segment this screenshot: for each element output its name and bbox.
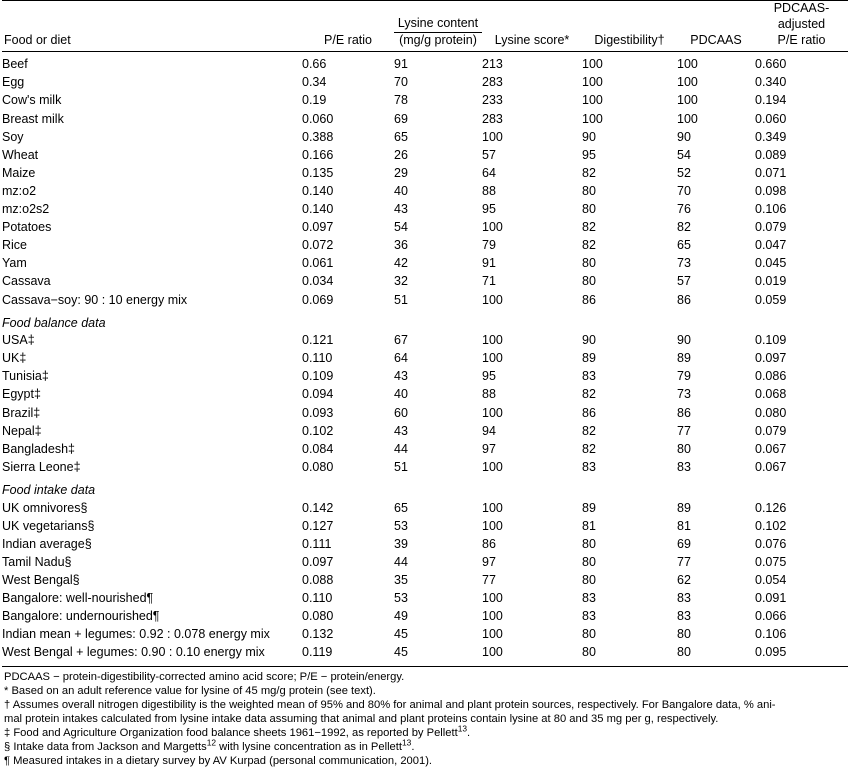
row-digestibility: 80: [582, 202, 596, 217]
row-pdcaas: 80: [677, 441, 691, 456]
table-row: [2, 458, 848, 476]
row-food-name: UK omnivores§: [2, 500, 88, 515]
row-pe-ratio: 0.110: [302, 351, 333, 366]
row-digestibility: 80: [582, 256, 596, 271]
row-digestibility: 82: [582, 220, 596, 235]
table-row: [2, 91, 848, 109]
header-pdcaas-adjusted: PDCAAS-adjusted: [755, 1, 848, 33]
footnote: § Intake data from Jackson and Margetts$^{12}$ with lysine concentration as in Pellett$^{13}$.: [4, 737, 415, 753]
row-digestibility: 80: [582, 183, 596, 198]
row-food-name: Sierra Leone‡: [2, 459, 81, 474]
row-pdcaas: 80: [677, 645, 691, 660]
row-food-name: Tunisia‡: [2, 369, 49, 384]
row-food-name: mz:o2s2: [2, 202, 50, 217]
row-food-name: Bangladesh‡: [2, 441, 75, 456]
row-digestibility: 83: [582, 591, 596, 605]
row-pdcaas: 69: [677, 536, 691, 551]
header-lysine-score: Lysine score*: [494, 32, 570, 47]
row-digestibility: 81: [582, 518, 596, 533]
row-pdcaas: 76: [677, 202, 691, 217]
row-food-name: West Bengal + legumes: 0.90 : 0.10 energy mix: [2, 645, 265, 660]
row-pdcaas: 73: [677, 387, 691, 402]
row-pdcaas: 52: [677, 165, 691, 180]
row-food-name: Wheat: [2, 147, 39, 162]
row-digestibility: 80: [582, 554, 596, 569]
header-pdcaas-adj-sub: P/E ratio: [777, 32, 826, 47]
row-pe-ratio: 0.140: [302, 183, 334, 198]
row-pe-ratio: 0.119: [302, 645, 333, 660]
row-pe-ratio: 0.66: [302, 57, 327, 72]
row-pe-ratio: 0.080: [302, 459, 334, 474]
row-lysine-score: 100: [482, 609, 503, 624]
row-lysine-content: 40: [394, 387, 408, 402]
header-pdcaas: PDCAAS: [690, 32, 742, 47]
row-digestibility: 80: [582, 645, 596, 660]
nutrition-table: [2, 0, 848, 667]
header-food: Food or diet: [4, 32, 71, 47]
row-lysine-score: 95: [482, 369, 496, 384]
row-lysine-score: 86: [482, 536, 496, 551]
row-pdcaas: 82: [677, 220, 691, 235]
footnote: † Assumes overall nitrogen digestibility is the weighted mean of 95% and 80% for animal and plant protein sources, respectively. For Bangalore data, % ani-: [4, 699, 776, 712]
row-pdcaas: 79: [677, 369, 691, 384]
row-food-name: Indian average§: [2, 536, 92, 551]
header-pe-ratio: P/E ratio: [324, 32, 372, 47]
row-food-name: Nepal‡: [2, 423, 42, 438]
footnote: ‡ Food and Agriculture Organization food balance sheets 1961−1992, as reported by Pellett$^{13}$.: [4, 723, 471, 739]
row-lysine-score: 100: [482, 220, 503, 235]
table-row: [2, 164, 848, 182]
row-lysine-content: 70: [394, 75, 408, 90]
table-row: [2, 146, 848, 164]
row-lysine-content: 53: [394, 518, 408, 533]
footnote: ¶ Measured intakes in a dietary survey by AV Kurpad (personal communication, 2001).: [4, 754, 433, 767]
row-pe-ratio: 0.094: [302, 387, 334, 402]
row-lysine-content: 36: [394, 238, 408, 253]
row-food-name: UK vegetarians§: [2, 518, 95, 533]
row-lysine-content: 45: [394, 645, 408, 660]
row-pdcaas-adjusted: 0.067: [755, 441, 787, 456]
row-lysine-score: 100: [482, 405, 503, 420]
row-pe-ratio: 0.102: [302, 423, 334, 438]
row-pdcaas-adjusted: 0.091: [755, 591, 787, 605]
row-digestibility: 100: [582, 111, 603, 126]
row-lysine-score: 95: [482, 202, 496, 217]
row-lysine-score: 57: [482, 147, 496, 162]
table-row: [2, 571, 848, 589]
row-pdcaas: 100: [677, 111, 698, 126]
table-row: [2, 200, 848, 218]
row-lysine-content: 67: [394, 333, 408, 348]
row-lysine-content: 60: [394, 405, 408, 420]
row-pdcaas-adjusted: 0.047: [755, 238, 787, 253]
row-pdcaas: 86: [677, 405, 691, 420]
row-pdcaas-adjusted: 0.075: [755, 554, 787, 569]
row-pdcaas-adjusted: 0.059: [755, 292, 787, 307]
row-pe-ratio: 0.069: [302, 292, 334, 307]
row-lysine-content: 26: [394, 147, 408, 162]
row-food-name: Cassava−soy: 90 : 10 energy mix: [2, 292, 188, 307]
row-pe-ratio: 0.093: [302, 405, 334, 420]
row-pe-ratio: 0.097: [302, 554, 334, 569]
row-lysine-score: 283: [482, 75, 503, 90]
row-lysine-content: 29: [394, 165, 408, 180]
row-pe-ratio: 0.19: [302, 93, 327, 108]
row-lysine-score: 100: [482, 459, 503, 474]
row-lysine-score: 100: [482, 292, 503, 307]
row-food-name: Indian mean + legumes: 0.92 : 0.078 energy mix: [2, 627, 270, 642]
row-lysine-content: 91: [394, 57, 408, 72]
row-pdcaas-adjusted: 0.079: [755, 423, 787, 438]
row-pdcaas: 81: [677, 518, 691, 533]
row-pdcaas-adjusted: 0.060: [755, 111, 787, 126]
row-pdcaas-adjusted: 0.089: [755, 147, 787, 162]
row-pe-ratio: 0.166: [302, 147, 334, 162]
row-food-name: Bangalore: undernourished¶: [2, 609, 160, 624]
row-pdcaas: 83: [677, 609, 691, 624]
row-pdcaas: 100: [677, 75, 698, 90]
row-pdcaas: 57: [677, 274, 691, 289]
row-pdcaas-adjusted: 0.079: [755, 220, 787, 235]
row-pdcaas-adjusted: 0.098: [755, 183, 787, 198]
row-pdcaas: 70: [677, 183, 691, 198]
row-pe-ratio: 0.084: [302, 441, 334, 456]
table-row: [2, 73, 848, 91]
row-pdcaas-adjusted: 0.067: [755, 459, 787, 474]
row-lysine-score: 100: [482, 627, 503, 642]
row-pe-ratio: 0.060: [302, 111, 334, 126]
row-digestibility: 80: [582, 536, 596, 551]
table-row: [2, 254, 848, 272]
row-pe-ratio: 0.061: [302, 256, 334, 271]
row-lysine-score: 94: [482, 423, 496, 438]
table-row: [2, 291, 848, 309]
row-pdcaas: 73: [677, 256, 691, 271]
row-lysine-content: 32: [394, 274, 408, 289]
row-food-name: Egypt‡: [2, 387, 41, 402]
row-pdcaas-adjusted: 0.080: [755, 405, 787, 420]
row-pdcaas: 83: [677, 459, 691, 474]
table-row: [2, 236, 848, 254]
row-food-name: USA‡: [2, 333, 35, 348]
row-digestibility: 82: [582, 423, 596, 438]
row-pdcaas-adjusted: 0.126: [755, 500, 787, 515]
row-lysine-score: 100: [482, 518, 503, 533]
row-pdcaas-adjusted: 0.102: [755, 518, 787, 533]
row-lysine-content: 43: [394, 423, 408, 438]
table-row: [2, 385, 848, 403]
row-pdcaas: 77: [677, 554, 691, 569]
row-pdcaas: 100: [677, 57, 698, 72]
row-digestibility: 95: [582, 147, 596, 162]
table-row: [2, 331, 848, 349]
row-pe-ratio: 0.080: [302, 609, 334, 624]
row-digestibility: 100: [582, 57, 603, 72]
row-pdcaas-adjusted: 0.109: [755, 333, 787, 348]
row-food-name: Brazil‡: [2, 405, 41, 420]
table-row: [2, 52, 848, 74]
row-lysine-score: 79: [482, 238, 496, 253]
row-pdcaas-adjusted: 0.071: [755, 165, 787, 180]
row-food-name: Cow's milk: [2, 93, 62, 108]
row-food-name: Rice: [2, 238, 28, 253]
row-pe-ratio: 0.132: [302, 627, 334, 642]
row-pdcaas-adjusted: 0.045: [755, 256, 787, 271]
row-digestibility: 86: [582, 405, 596, 420]
row-pdcaas: 90: [677, 129, 691, 144]
row-lysine-content: 51: [394, 459, 408, 474]
row-pdcaas: 89: [677, 351, 691, 366]
table-row: [2, 182, 848, 200]
row-lysine-score: 64: [482, 165, 496, 180]
row-pdcaas-adjusted: 0.066: [755, 609, 787, 624]
row-pdcaas-adjusted: 0.076: [755, 536, 787, 551]
header-span-row: [2, 1, 848, 33]
table-row: [2, 517, 848, 535]
row-food-name: Yam: [2, 256, 27, 271]
row-lysine-content: 65: [394, 500, 408, 515]
row-pe-ratio: 0.088: [302, 572, 334, 587]
table-row: [2, 404, 848, 422]
row-food-name: Beef: [2, 57, 28, 72]
table-body: [2, 52, 848, 662]
row-digestibility: 82: [582, 441, 596, 456]
table-row: [2, 218, 848, 236]
footnote: * Based on an adult reference value for lysine of 45 mg/g protein (see text).: [4, 685, 376, 698]
table-row: [2, 272, 848, 290]
row-pe-ratio: 0.34: [302, 75, 327, 90]
row-digestibility: 83: [582, 369, 596, 384]
row-digestibility: 90: [582, 333, 596, 348]
row-pdcaas-adjusted: 0.095: [755, 645, 787, 660]
row-food-name: mz:o2: [2, 183, 37, 198]
row-lysine-content: 69: [394, 111, 408, 126]
row-lysine-content: 45: [394, 627, 408, 642]
row-pdcaas: 65: [677, 238, 691, 253]
row-lysine-score: 100: [482, 500, 503, 515]
row-pe-ratio: 0.072: [302, 238, 334, 253]
row-lysine-content: 44: [394, 441, 408, 456]
section-heading-row: [2, 476, 848, 499]
row-lysine-score: 88: [482, 183, 496, 198]
row-pe-ratio: 0.111: [302, 536, 332, 551]
row-digestibility: 100: [582, 93, 603, 108]
row-pdcaas: 90: [677, 333, 691, 348]
table-row: [2, 589, 848, 607]
row-lysine-content: 65: [394, 129, 408, 144]
row-digestibility: 83: [582, 459, 596, 474]
row-lysine-content: 49: [394, 609, 408, 624]
row-pe-ratio: 0.109: [302, 369, 334, 384]
row-lysine-content: 44: [394, 554, 408, 569]
table-row: [2, 440, 848, 458]
table-row: [2, 422, 848, 440]
row-pdcaas: 83: [677, 591, 691, 605]
table-row: [2, 553, 848, 571]
row-lysine-score: 97: [482, 554, 496, 569]
row-pe-ratio: 0.110: [302, 591, 333, 605]
row-food-name: Cassava: [2, 274, 51, 289]
row-pdcaas-adjusted: 0.106: [755, 627, 787, 642]
table-footer-rule: [2, 661, 848, 667]
row-digestibility: 90: [582, 129, 596, 144]
row-food-name: Breast milk: [2, 111, 64, 126]
row-pdcaas-adjusted: 0.097: [755, 351, 787, 366]
row-food-name: West Bengal§: [2, 572, 80, 587]
row-lysine-score: 100: [482, 333, 503, 348]
row-digestibility: 89: [582, 500, 596, 515]
row-pe-ratio: 0.097: [302, 220, 334, 235]
row-pdcaas: 100: [677, 93, 698, 108]
section-heading: Food intake data: [2, 482, 96, 497]
footnotes: [2, 671, 848, 768]
row-pe-ratio: 0.388: [302, 129, 334, 144]
table-row: [2, 128, 848, 146]
row-lysine-score: 100: [482, 591, 503, 605]
row-lysine-content: 64: [394, 351, 408, 366]
row-pdcaas-adjusted: 0.019: [755, 274, 787, 289]
row-lysine-score: 213: [482, 57, 503, 72]
row-food-name: Bangalore: well-nourished¶: [2, 591, 154, 605]
row-lysine-content: 35: [394, 572, 408, 587]
table-row: [2, 349, 848, 367]
row-pdcaas-adjusted: 0.340: [755, 75, 787, 90]
table-row: [2, 607, 848, 625]
row-lysine-score: 77: [482, 572, 496, 587]
row-pdcaas: 54: [677, 147, 691, 162]
row-lysine-score: 100: [482, 129, 503, 144]
row-lysine-score: 88: [482, 387, 496, 402]
table-row: [2, 625, 848, 643]
row-lysine-content: 42: [394, 256, 408, 271]
row-pdcaas-adjusted: 0.106: [755, 202, 787, 217]
row-pdcaas: 62: [677, 572, 691, 587]
row-digestibility: 83: [582, 609, 596, 624]
section-heading: Food balance data: [2, 315, 106, 330]
row-digestibility: 80: [582, 627, 596, 642]
row-food-name: Tamil Nadu§: [2, 554, 72, 569]
table-header: [2, 1, 848, 52]
row-lysine-score: 100: [482, 645, 503, 660]
header-lysine-content: Lysine content: [394, 1, 482, 33]
row-pdcaas: 77: [677, 423, 691, 438]
row-food-name: Potatoes: [2, 220, 52, 235]
row-digestibility: 100: [582, 75, 603, 90]
row-lysine-score: 100: [482, 351, 503, 366]
row-pe-ratio: 0.121: [302, 333, 334, 348]
row-lysine-score: 97: [482, 441, 496, 456]
row-lysine-content: 39: [394, 536, 408, 551]
row-lysine-content: 54: [394, 220, 408, 235]
footnote: mal protein intakes calculated from lysine intake data assuming that animal and plant proteins contain lysine at 80 and 35 mg per g, respectively.: [4, 713, 719, 726]
row-digestibility: 82: [582, 238, 596, 253]
row-pdcaas-adjusted: 0.349: [755, 129, 787, 144]
row-pdcaas-adjusted: 0.086: [755, 369, 787, 384]
row-pdcaas-adjusted: 0.054: [755, 572, 787, 587]
row-pdcaas: 80: [677, 627, 691, 642]
row-lysine-content: 43: [394, 202, 408, 217]
row-lysine-score: 283: [482, 111, 503, 126]
row-food-name: Maize: [2, 165, 36, 180]
row-pe-ratio: 0.127: [302, 518, 334, 533]
row-lysine-content: 53: [394, 591, 408, 605]
row-lysine-content: 51: [394, 292, 408, 307]
row-digestibility: 80: [582, 572, 596, 587]
table-row: [2, 499, 848, 517]
row-digestibility: 80: [582, 274, 596, 289]
header-lysine-units: (mg/g protein): [399, 32, 477, 47]
footnote: PDCAAS − protein-digestibility-corrected amino acid score; P/E − protein/energy.: [4, 671, 405, 684]
row-pdcaas-adjusted: 0.068: [755, 387, 787, 402]
table-row: [2, 535, 848, 553]
row-pdcaas: 86: [677, 292, 691, 307]
row-lysine-content: 40: [394, 183, 408, 198]
row-pe-ratio: 0.142: [302, 500, 334, 515]
row-pe-ratio: 0.140: [302, 202, 334, 217]
row-lysine-score: 233: [482, 93, 503, 108]
table-row: [2, 110, 848, 128]
row-pdcaas-adjusted: 0.194: [755, 93, 787, 108]
row-pe-ratio: 0.034: [302, 274, 334, 289]
row-digestibility: 89: [582, 351, 596, 366]
row-pdcaas-adjusted: 0.660: [755, 57, 787, 72]
row-digestibility: 82: [582, 165, 596, 180]
row-digestibility: 86: [582, 292, 596, 307]
table-row: [2, 643, 848, 661]
table-row: [2, 367, 848, 385]
header-label-row: [2, 32, 848, 48]
row-food-name: Soy: [2, 129, 24, 144]
row-food-name: UK‡: [2, 351, 27, 366]
row-lysine-score: 91: [482, 256, 496, 271]
row-lysine-content: 78: [394, 93, 408, 108]
row-lysine-score: 71: [482, 274, 496, 289]
row-digestibility: 82: [582, 387, 596, 402]
section-heading-row: [2, 309, 848, 332]
row-pe-ratio: 0.135: [302, 165, 334, 180]
header-digestibility: Digestibility†: [594, 32, 665, 47]
row-lysine-content: 43: [394, 369, 408, 384]
row-pdcaas: 89: [677, 500, 691, 515]
row-food-name: Egg: [2, 75, 25, 90]
